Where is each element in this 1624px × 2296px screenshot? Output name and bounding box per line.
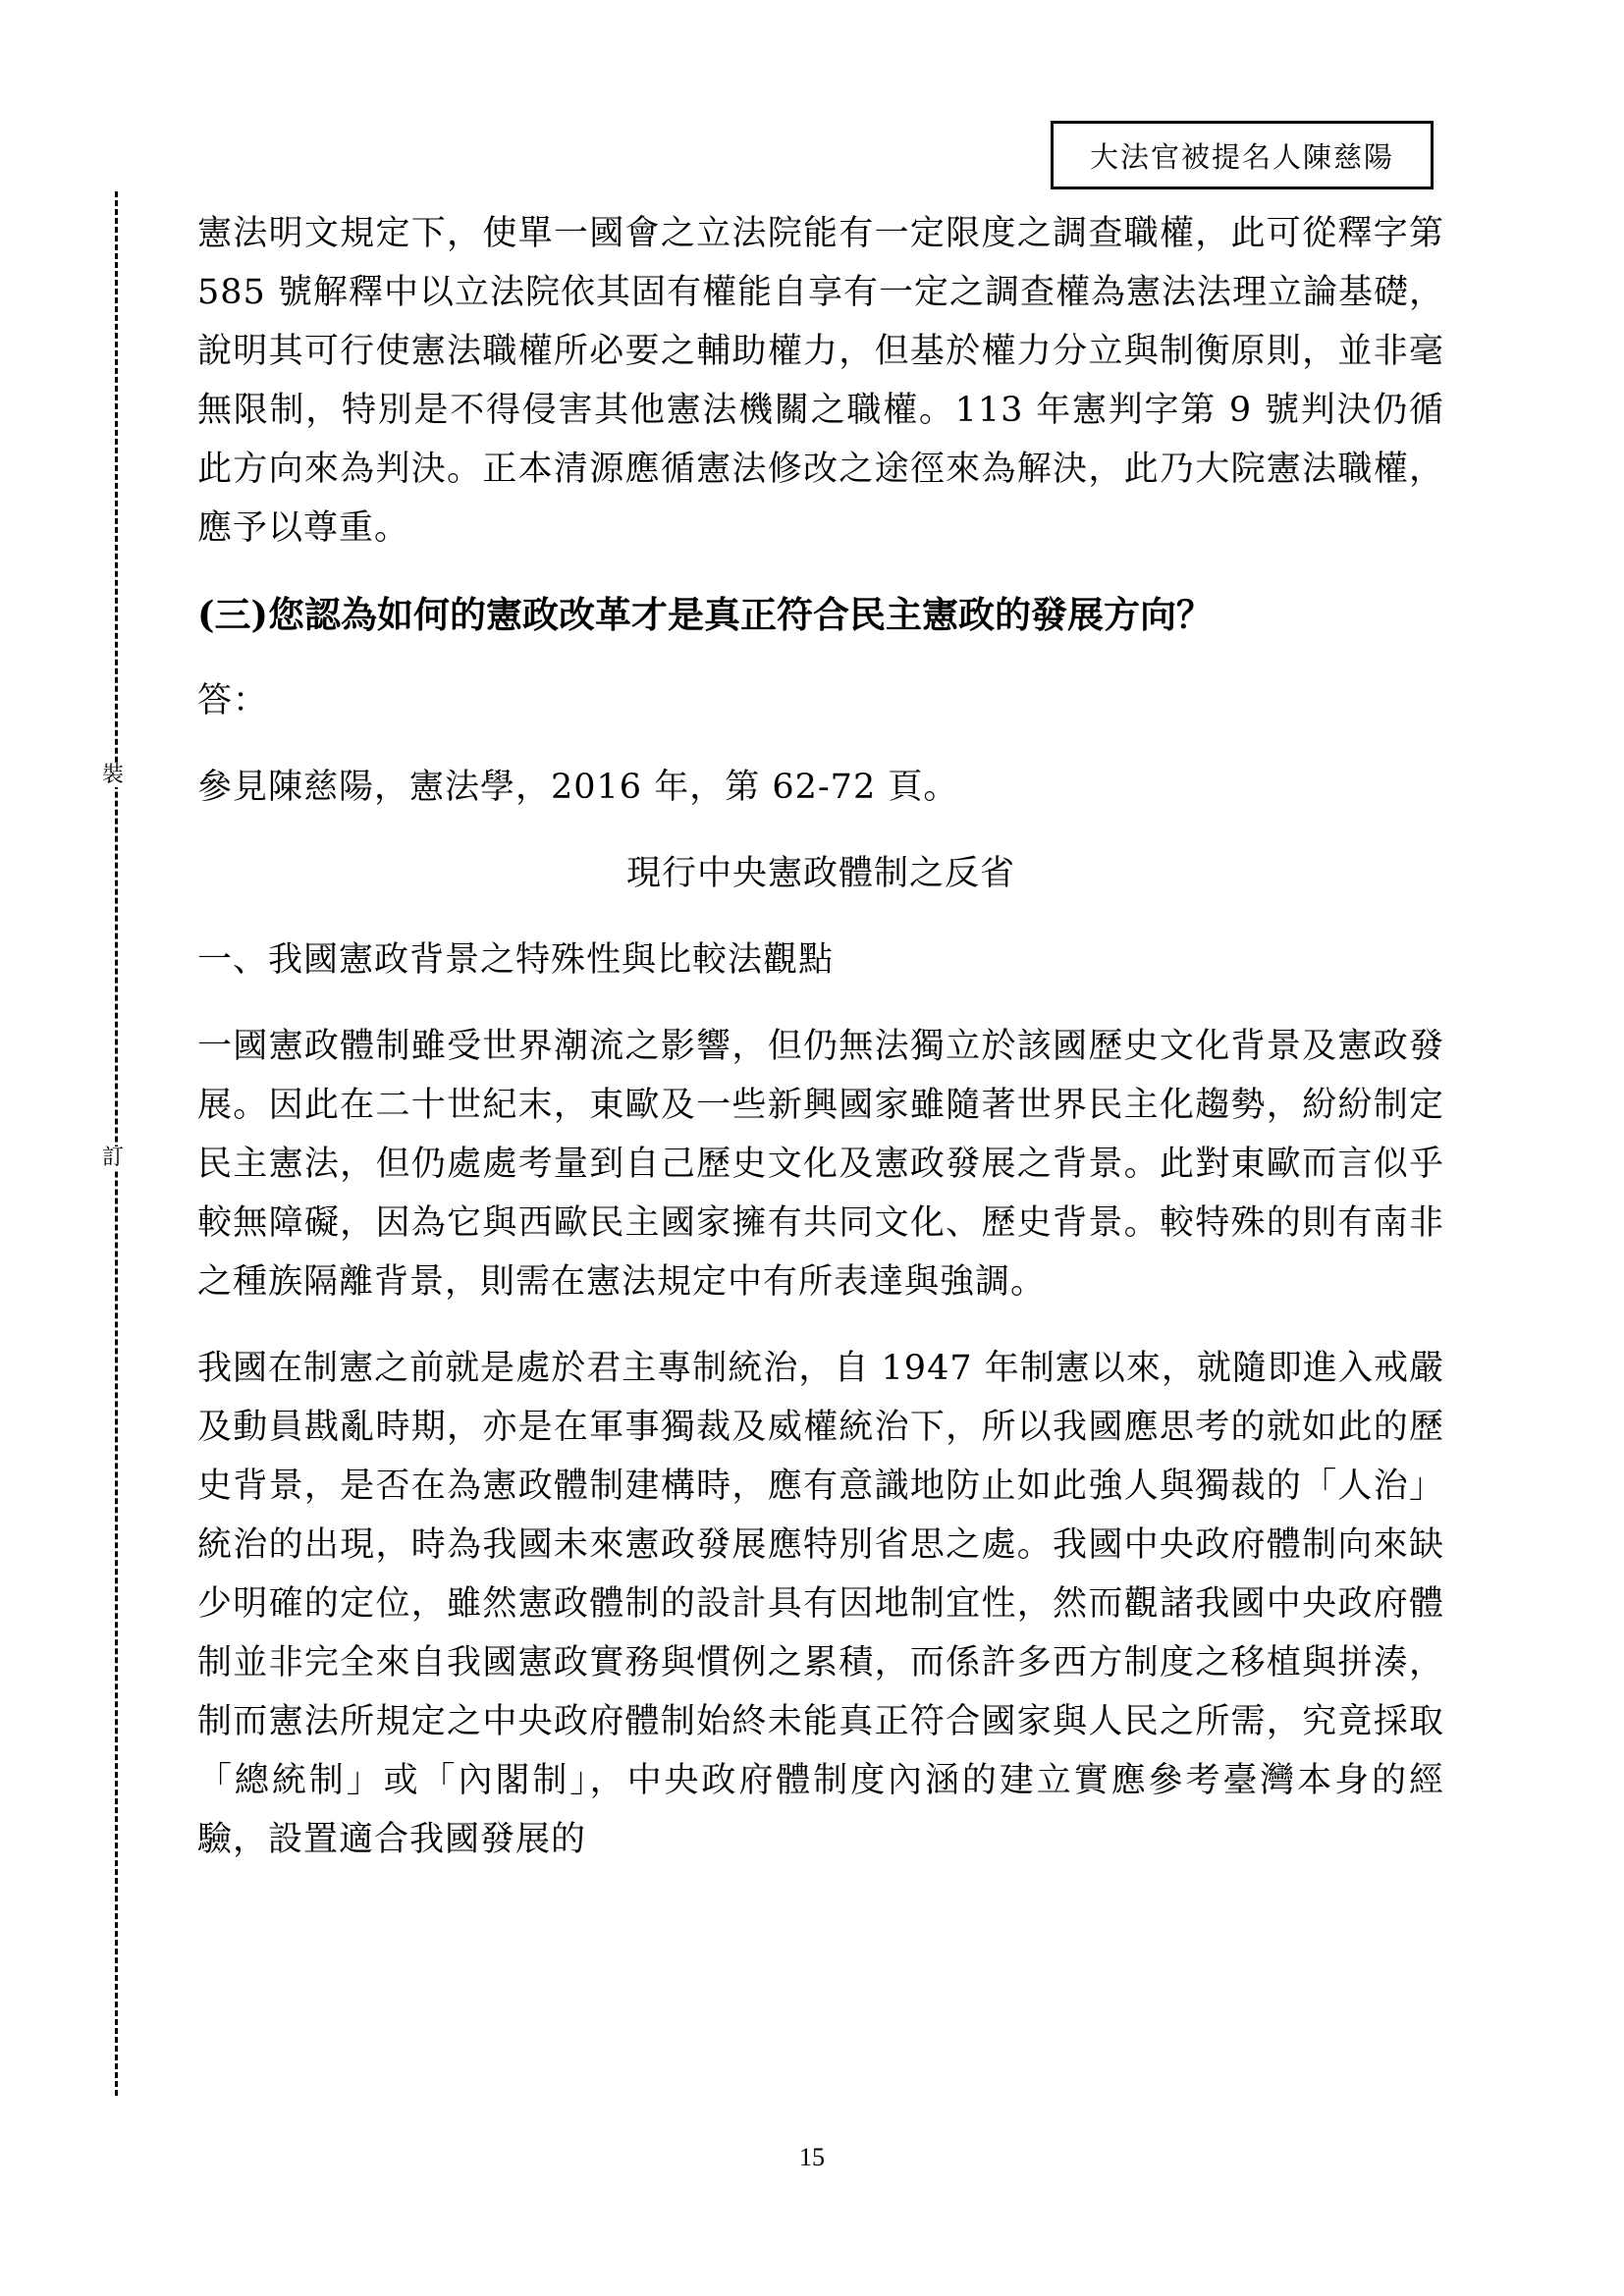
header-title: 大法官被提名人陳慈陽 <box>1089 139 1394 174</box>
page-content <box>197 204 1444 1869</box>
paragraph-continuation: 憲法明文規定下，使單一國會之立法院能有一定限度之調查職權，此可從釋字第 585 號解釋中以立法院依其固有權能自享有一定之調查權為憲法法理立論基礎，說明其可行使憲法職權所必要之輔助權力，但基於權力分立與制衡原則，並非毫無限制，特別是不得侵害其他憲法機關之職權。113 年憲判字第 9 號判決仍循此方向來為判決。正本清源應循憲法修改之途徑來為解決，此乃大院憲法職權，應予以尊重。 <box>197 214 1444 548</box>
page-number: 15 <box>799 2143 825 2171</box>
binding-label-zhuang: 裝 <box>102 763 125 787</box>
binding-margin-line <box>115 191 118 2096</box>
subsection-title: 一、我國憲政背景之特殊性與比較法觀點 <box>197 940 835 980</box>
reference-citation: 參見陳慈陽，憲法學，2016 年，第 62-72 頁。 <box>197 768 959 807</box>
section-title: 現行中央憲政體制之反省 <box>625 854 1015 893</box>
paragraph-background: 一國憲政體制雖受世界潮流之影響，但仍無法獨立於該國歷史文化背景及憲政發展。因此在二十世紀末，東歐及一些新興國家雖隨著世界民主化趨勢，紛紛制定民主憲法，但仍處處考量到自己歷史文化及憲政發展之背景。此對東歐而言似乎較無障礙，因為它與西歐民主國家擁有共同文化、歷史背景。較特殊的則有南非之種族隔離背景，則需在憲法規定中有所表達與強調。 <box>197 1027 1444 1302</box>
binding-label-ding: 訂 <box>102 1146 125 1170</box>
header-nominee-box <box>1051 121 1434 189</box>
answer-label: 答： <box>197 681 269 721</box>
paragraph-history: 我國在制憲之前就是處於君主專制統治，自 1947 年制憲以來，就隨即進入戒嚴及動員戡亂時期，亦是在軍事獨裁及威權統治下，所以我國應思考的就如此的歷史背景，是否在為憲政體制建構時，應有意識地防止如此強人與獨裁的「人治」統治的出現，時為我國未來憲政發展應特別省思之處。我國中央政府體制向來缺少明確的定位，雖然憲政體制的設計具有因地制宜性，然而觀諸我國中央政府體制並非完全來自我國憲政實務與慣例之累積，而係許多西方制度之移植與拼湊，制而憲法所規定之中央政府體制始終未能真正符合國家與人民之所需，究竟採取「總統制」或「內閣制」，中央政府體制度內涵的建立實應參考臺灣本身的經驗，設置適合我國發展的 <box>197 1349 1444 1859</box>
question-heading: (三)您認為如何的憲政改革才是真正符合民主憲政的發展方向？ <box>197 593 1214 636</box>
